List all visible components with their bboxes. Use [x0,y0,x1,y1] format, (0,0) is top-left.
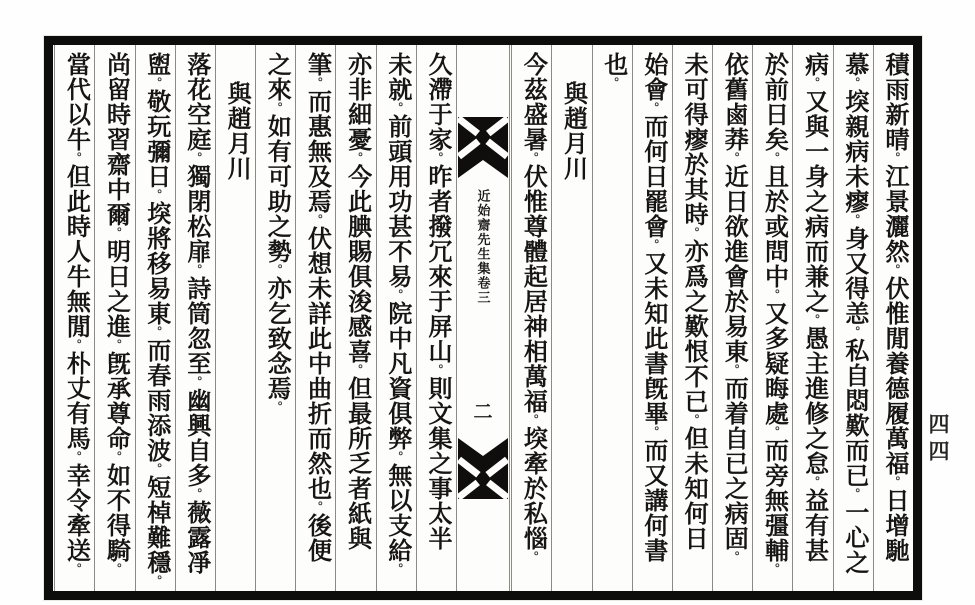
reading-mark: 。 [430,364,444,376]
reading-mark: 。 [148,463,163,475]
reading-mark: 。 [726,364,741,376]
text-column: 積雨新晴。江景灑然。伏惟閒養德履萬福。日增馳 [873,45,913,591]
reading-mark: 。 [68,339,83,351]
fishtail-bottom-icon [458,437,508,499]
text-column: 病。又與一身之病而兼之。愚主進修之怠。益有甚 [792,45,832,591]
reading-mark: 。 [148,575,163,587]
reading-mark: 。 [188,488,203,500]
text-column: 今茲盛暑。伏惟尊體起居神相萬福。堗牽於私惱。 [511,45,551,591]
reading-mark: 。 [269,102,284,114]
reading-mark: 。 [887,476,901,488]
reading-mark: 。 [686,227,701,239]
reading-mark: 。 [188,264,203,276]
reading-mark: 。 [887,264,901,276]
text-column: 慕。堗親病未瘳。身又得恙。私自悶歎而已。一心之 [833,45,873,591]
reading-mark: 。 [766,426,781,438]
reading-mark: 。 [349,364,364,376]
text-column: 落花空庭。獨閉松扉。詩筒忽至。幽興自多。薇露凈 [175,45,215,591]
reading-mark: 。 [148,77,163,89]
reading-mark: 。 [188,152,203,164]
text-column: 尚留時習齋中爾。明日之進。旣承尊命。如不得騎。 [94,45,134,591]
reading-mark: 。 [806,476,821,488]
reading-mark: 。 [68,451,83,463]
banxin-title: 近始齋先生集卷三 [475,189,491,305]
page-frame [44,36,922,600]
text-column: 未就。前頭用功甚不易。院中凡資俱弊。無以支給。 [376,45,416,591]
text-column: 亦非細憂。今此腆賜俱浚感喜。但最所乏者紙與 [335,45,375,591]
reading-mark: 。 [148,189,163,201]
reading-mark: 。 [525,414,540,426]
reading-mark: 。 [525,152,540,164]
text-column: 之來。如有可助之勢。亦乞致念焉。 [255,45,295,591]
reading-mark: 。 [887,152,901,164]
reading-mark: 。 [309,501,324,513]
reading-mark: 。 [645,239,660,251]
reading-mark: 。 [269,264,284,276]
reading-mark: 。 [269,401,284,413]
reading-mark: 。 [846,488,861,500]
reading-mark: 。 [389,563,404,575]
reading-mark: 。 [108,451,123,463]
reading-mark: 。 [389,289,404,301]
reading-mark: 。 [766,152,781,164]
reading-mark: 。 [726,551,741,563]
text-column: 始會。而何日罷會。又未知此書旣畢。而又講何書 [632,45,672,591]
reading-mark: 。 [309,214,324,226]
text-column: 當代以牛。但此時人牛無閒。朴丈有馬。幸令牽送。 [54,45,94,591]
reading-mark: 。 [846,326,861,338]
reading-mark: 。 [846,77,861,89]
reading-mark: 。 [686,414,701,426]
reading-mark: 。 [309,77,324,89]
section-heading: 與趙月川 [551,45,591,591]
text-columns-left [57,45,456,591]
text-column: 依舊鹵莽。近日欲進會於易東。而着自已之病固。 [712,45,752,591]
text-column: 筆。而惠無及焉。伏想未詳此中曲折而然也。後便 [295,45,335,591]
text-column: 盥。敬玩彌日。堗將移易東。而春雨添波。短棹難穩。 [135,45,175,591]
margin-folio-number: 四四 [926,413,950,467]
reading-mark: 。 [766,563,781,575]
reading-mark: 。 [806,77,821,89]
text-column: 未可得瘳於其時。亦爲之歎恨不已。但未知何日 [672,45,712,591]
reading-mark: 。 [108,563,123,575]
reading-mark: 。 [188,376,203,388]
text-columns-right [510,45,913,591]
banxin-page-number: 二 [473,402,493,423]
reading-mark: 。 [389,451,404,463]
reading-mark: 。 [389,102,404,114]
text-column: 於前日矣。且於或問中。又多疑晦處。而旁無彊輔。 [752,45,792,591]
reading-mark: 。 [645,426,660,438]
reading-mark: 。 [525,551,540,563]
reading-mark: 。 [766,289,781,301]
reading-mark: 。 [605,77,620,89]
banxin-column [456,45,510,591]
page-inner [53,45,913,591]
reading-mark: 。 [108,339,123,351]
text-column: 久滯于家。昨者撥冗來于屏山。則文集之事太半 [416,45,456,591]
section-heading: 與趙月川 [215,45,255,591]
fishtail-top-icon [458,117,508,179]
reading-mark: 。 [108,227,123,239]
reading-mark: 。 [645,102,660,114]
reading-mark: 。 [349,152,364,164]
reading-mark: 。 [806,314,821,326]
text-column: 也。 [592,45,632,591]
reading-mark: 。 [148,326,163,338]
reading-mark: 。 [68,152,83,164]
reading-mark: 。 [846,214,861,226]
reading-mark: 。 [726,152,741,164]
reading-mark: 。 [68,563,83,575]
reading-mark: 。 [430,152,444,164]
